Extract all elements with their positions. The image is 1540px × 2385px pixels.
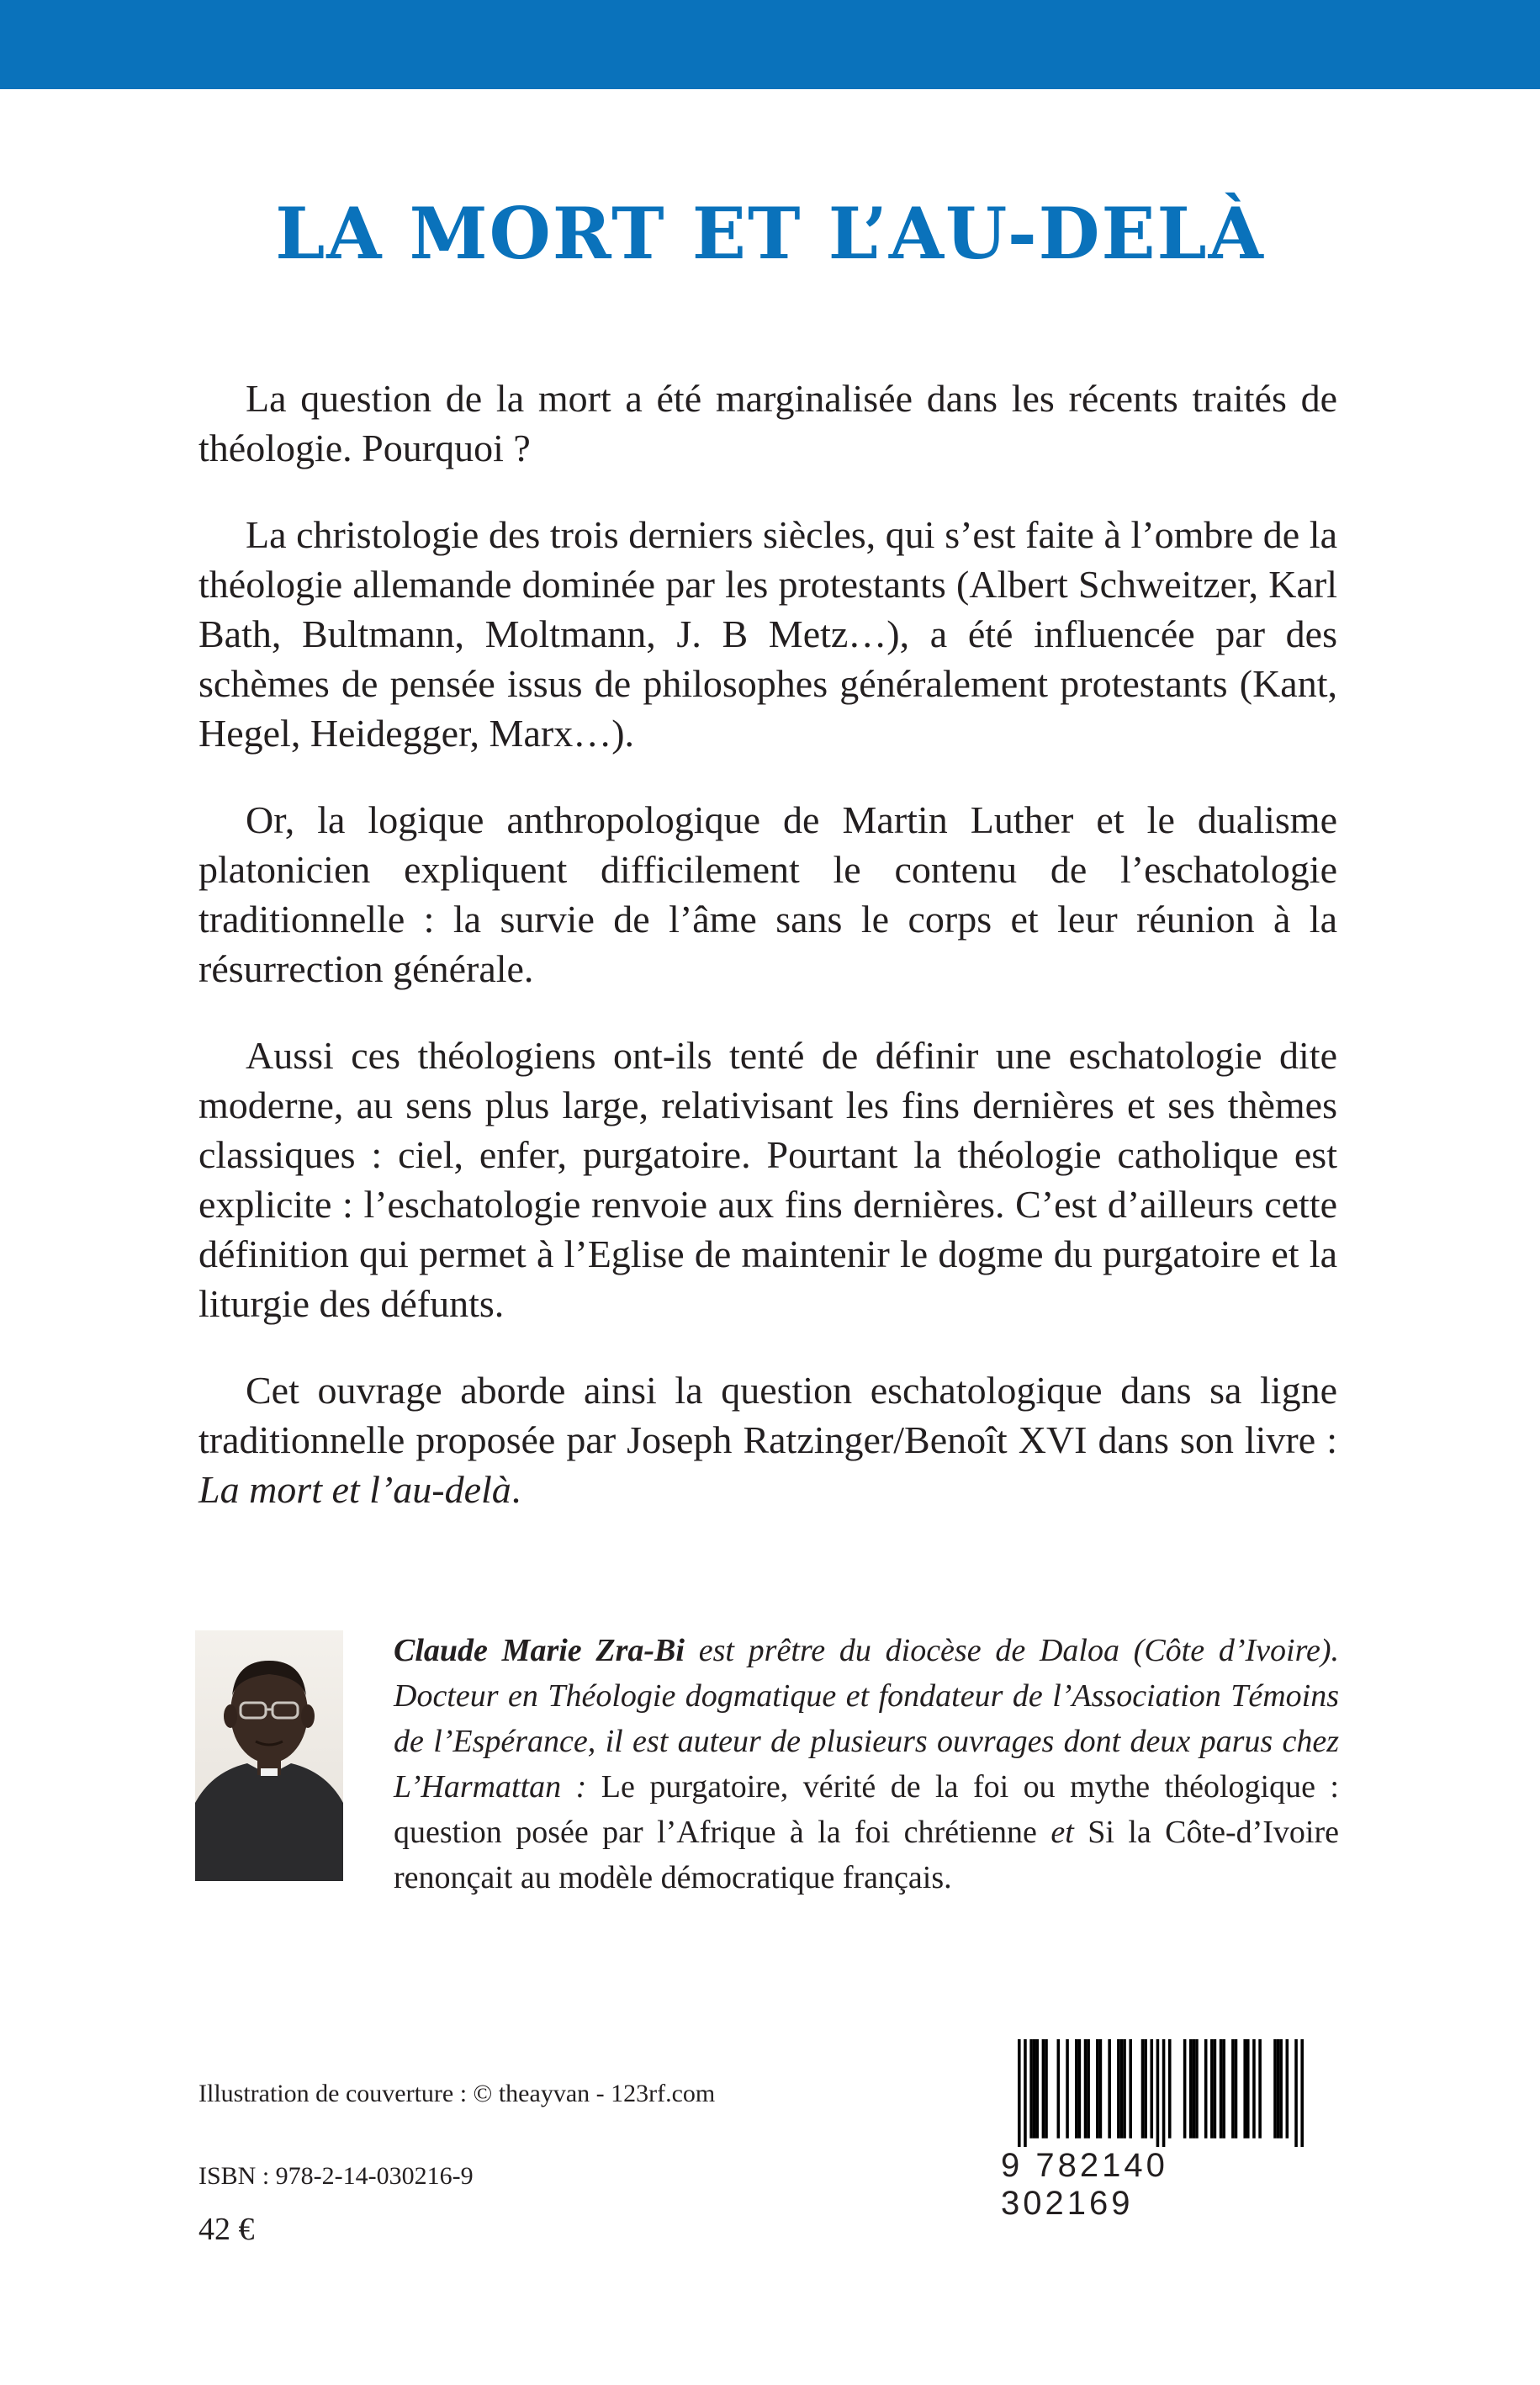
barcode-bar bbox=[1195, 2039, 1199, 2139]
barcode-bar bbox=[1099, 2039, 1103, 2139]
price: 42 € bbox=[198, 2212, 255, 2247]
barcode-bar bbox=[1162, 2039, 1166, 2147]
barcode-bar bbox=[1286, 2039, 1289, 2139]
barcode-bar bbox=[1243, 2039, 1246, 2139]
barcode-bars bbox=[1018, 2039, 1304, 2147]
cited-book-title: La mort et l’au-delà bbox=[198, 1468, 511, 1511]
barcode-bar bbox=[1277, 2039, 1280, 2139]
isbn: ISBN : 978-2-14-030216-9 bbox=[198, 2162, 474, 2190]
summary-paragraph-5-text: Cet ouvrage aborde ainsi la question eschatologique dans sa ligne traditionnelle proposée par Joseph Ratzinger/Benoît XVI dans son livre : bbox=[198, 1369, 1337, 1461]
barcode-bar bbox=[1220, 2039, 1223, 2139]
summary-paragraph-5-end: . bbox=[511, 1468, 521, 1511]
barcode-bar bbox=[1123, 2039, 1126, 2139]
barcode-bar bbox=[1204, 2039, 1208, 2139]
summary-paragraph-3: Or, la logique anthropologique de Martin Luther et le dualisme platonicien expliquent difficilement le contenu de l’eschatologie traditionnelle : la survie de l’âme sans le corps et leur réunion à la résurrection générale. bbox=[198, 798, 1337, 990]
cover-illustration-credit: Illustration de couverture : © theayvan - 123rf.com bbox=[198, 2080, 716, 2107]
barcode-bar bbox=[1087, 2039, 1090, 2139]
barcode-bar bbox=[1117, 2039, 1120, 2139]
author-book-2: Si la Côte-d’Ivoire renonçait au modèle démocratique français bbox=[394, 1815, 1339, 1895]
barcode-bar bbox=[1258, 2039, 1262, 2139]
barcode-bar bbox=[1300, 2039, 1304, 2147]
summary-paragraph-1: La question de la mort a été marginalisée dans les récents traités de théologie. Pourquoi ? bbox=[198, 377, 1337, 469]
barcode-bar bbox=[1189, 2039, 1193, 2139]
barcode-bar bbox=[1078, 2039, 1082, 2139]
barcode-bar bbox=[1057, 2039, 1061, 2139]
author-bio-conjunction: et bbox=[1036, 1815, 1088, 1850]
barcode-bar bbox=[1075, 2039, 1078, 2139]
summary-paragraph-4: Aussi ces théologiens ont-ils tenté de définir une eschatologie dite moderne, au sens plus large, relativisant les fins dernières et ses thèmes classiques : ciel, enfer, purgatoire. Pourtant la théologie catholique est explicite : l’eschatologie renvoie aux fins dernières. C’est d’ailleurs cette définition qui permet à l’Eglise de maintenir le dogme du purgatoire et la liturgie des défunts. bbox=[198, 1034, 1337, 1325]
barcode-bar bbox=[1193, 2039, 1196, 2139]
author-name: Claude Marie Zra-Bi bbox=[394, 1633, 685, 1668]
author-bio-end: . bbox=[944, 1860, 952, 1895]
barcode-bar bbox=[1214, 2039, 1217, 2139]
top-color-band bbox=[0, 0, 1540, 89]
barcode-bar bbox=[1150, 2039, 1153, 2139]
barcode-bar bbox=[1066, 2039, 1069, 2139]
barcode-bar bbox=[1018, 2039, 1021, 2147]
barcode-number: 9 782140 302169 bbox=[1001, 2147, 1168, 2222]
barcode-bar bbox=[1141, 2039, 1145, 2139]
barcode-bar bbox=[1035, 2039, 1039, 2139]
barcode-bar bbox=[1273, 2039, 1277, 2139]
barcode-bar bbox=[1168, 2039, 1172, 2139]
summary-paragraph-5 bbox=[198, 1365, 1337, 1514]
author-bio-text: est prêtre du diocèse de Daloa (Côte d’Ivoire). Docteur en Théologie dogmatique et fondateur de l’Association Témoins de l’Espérance, il est auteur de plusieurs ouvrages dont deux parus chez L’Harmattan : bbox=[394, 1633, 1339, 1805]
summary-paragraph-2: La christologie des trois derniers siècles, qui s’est faite à l’ombre de la théologie allemande dominée par les protestants (Albert Schweitzer, Karl Bath, Bultmann, Moltmann, J. B Metz…), a été influencée par des schèmes de pensée issus de philosophes généralement protestants (Kant, Hegel, Heidegger, Marx…). bbox=[198, 513, 1337, 755]
barcode-bar bbox=[1042, 2039, 1045, 2139]
barcode-bar bbox=[1033, 2039, 1036, 2139]
barcode-bar bbox=[1108, 2039, 1111, 2139]
barcode-bar bbox=[1096, 2039, 1099, 2139]
barcode-bar bbox=[1210, 2039, 1214, 2139]
barcode-bar bbox=[1129, 2039, 1132, 2139]
barcode-bar bbox=[1246, 2039, 1250, 2139]
barcode-bar bbox=[1183, 2039, 1187, 2139]
author-biography bbox=[394, 1628, 1339, 1900]
barcode-bar bbox=[1084, 2039, 1088, 2139]
barcode-bar bbox=[1235, 2039, 1238, 2139]
back-cover-summary bbox=[198, 374, 1337, 1551]
barcode-bar bbox=[1294, 2039, 1298, 2147]
barcode-bar bbox=[1024, 2039, 1027, 2147]
barcode-bar bbox=[1231, 2039, 1235, 2139]
book-title: LA MORT ET L’AU-DELÀ bbox=[275, 192, 1265, 275]
barcode-bar bbox=[1252, 2039, 1256, 2139]
barcode-bar bbox=[1279, 2039, 1283, 2139]
barcode-bar bbox=[1045, 2039, 1048, 2139]
barcode-bar bbox=[1222, 2039, 1225, 2139]
barcode-bar bbox=[1029, 2039, 1033, 2139]
barcode-bar bbox=[1120, 2039, 1124, 2139]
barcode-bar bbox=[1156, 2039, 1160, 2147]
barcode bbox=[1001, 2036, 1304, 2222]
barcode-bar bbox=[1144, 2039, 1147, 2139]
author-photo bbox=[195, 1630, 343, 1881]
author-book-1: Le purgatoire, vérité de la foi ou mythe théologique : question posée par l’Afrique à la foi chrétienne bbox=[394, 1769, 1339, 1850]
